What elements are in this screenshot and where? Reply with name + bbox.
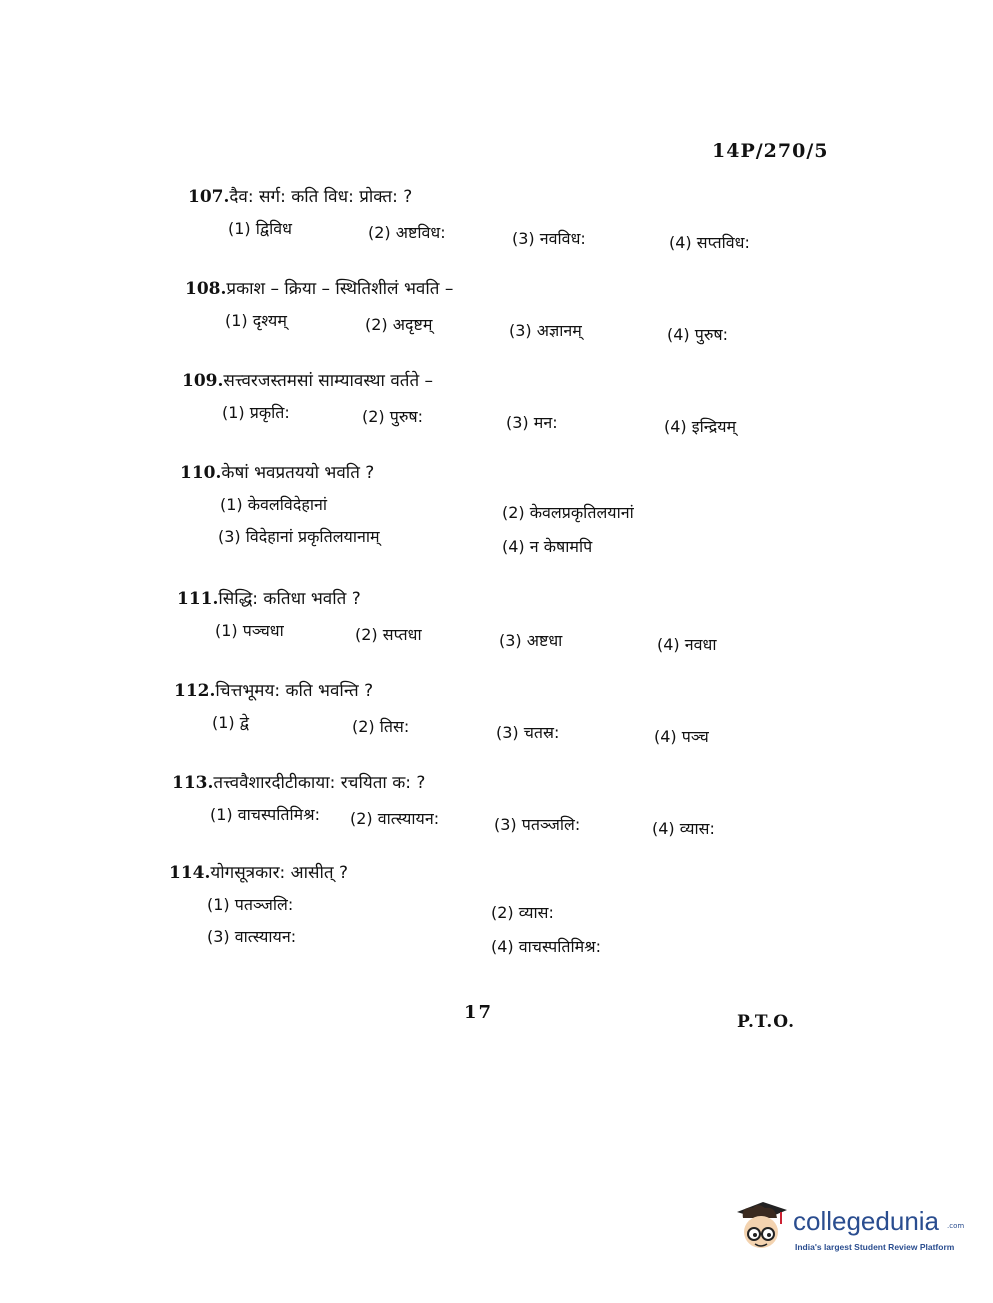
option-2[interactable]: (2) केवलप्रकृतिलयानां	[502, 503, 634, 522]
question-text: चित्तभूमय: कति भवन्ति ?	[215, 681, 374, 701]
mascot-icon	[733, 1198, 791, 1262]
option-2[interactable]: (2) सप्तधा	[355, 625, 422, 644]
question-109	[182, 368, 782, 435]
option-1[interactable]: (1) द्विविध	[228, 219, 292, 238]
option-2[interactable]: (2) तिस:	[352, 717, 410, 736]
question-text: तत्त्ववैशारदीटीकाया: रचयिता क: ?	[213, 773, 426, 793]
question-number: 111.	[177, 589, 219, 609]
option-3[interactable]: (3) विदेहानां प्रकृतिलयानाम्	[218, 527, 380, 546]
option-4[interactable]: (4) न केषामपि	[502, 537, 593, 556]
option-2[interactable]: (2) पुरुष:	[362, 407, 424, 426]
option-3[interactable]: (3) मन:	[506, 413, 558, 432]
question-number: 108.	[185, 279, 227, 299]
question-number: 109.	[182, 371, 224, 391]
question-number: 112.	[174, 681, 216, 701]
option-1[interactable]: (1) पञ्चधा	[215, 621, 284, 640]
option-4[interactable]: (4) नवधा	[657, 635, 717, 654]
options	[182, 401, 782, 435]
question-110	[180, 460, 780, 561]
paper-code: 14P/270/5	[712, 140, 829, 162]
question-113	[172, 770, 772, 837]
options	[172, 803, 772, 837]
question-text: सिद्धि: कतिधा भवति ?	[218, 589, 361, 609]
question-text: दैव: सर्ग: कति विध: प्रोक्त: ?	[229, 187, 413, 207]
option-3[interactable]: (3) पतञ्जलि:	[494, 815, 581, 834]
page-number: 17	[464, 1002, 494, 1023]
option-4[interactable]: (4) इन्द्रियम्	[664, 417, 737, 436]
question-111	[177, 586, 777, 653]
option-3[interactable]: (3) चतस्र:	[496, 723, 560, 742]
option-4[interactable]: (4) वाचस्पतिमिश्र:	[491, 937, 601, 956]
question-108	[185, 276, 785, 343]
question-114	[169, 860, 769, 961]
option-1[interactable]: (1) प्रकृति:	[222, 403, 290, 422]
question-text: योगसूत्रकार: आसीत् ?	[210, 863, 349, 883]
question-112	[174, 678, 774, 745]
option-2[interactable]: (2) वात्स्यायन:	[350, 809, 440, 828]
logo-wordmark: collegedunia	[793, 1206, 940, 1236]
question-text: प्रकाश – क्रिया – स्थितिशीलं भवति –	[226, 279, 454, 299]
question-text: सत्त्वरजस्तमसां साम्यावस्था वर्तते –	[223, 371, 434, 391]
options	[188, 217, 788, 251]
option-4[interactable]: (4) सप्तविध:	[669, 233, 750, 252]
option-3[interactable]: (3) अष्टधा	[499, 631, 563, 650]
options	[177, 619, 777, 653]
option-1[interactable]: (1) पतञ्जलि:	[207, 895, 294, 914]
option-4[interactable]: (4) पञ्च	[654, 727, 709, 746]
question-number: 113.	[172, 773, 214, 793]
option-1[interactable]: (1) दृश्यम्	[225, 311, 287, 330]
option-1[interactable]: (1) वाचस्पतिमिश्र:	[210, 805, 320, 824]
options	[174, 711, 774, 745]
options	[169, 893, 769, 961]
logo-domain: .com	[947, 1222, 965, 1230]
option-4[interactable]: (4) व्यास:	[652, 819, 715, 838]
option-2[interactable]: (2) अष्टविध:	[368, 223, 446, 242]
option-3[interactable]: (3) नवविध:	[512, 229, 586, 248]
question-107	[188, 184, 788, 251]
question-number: 114.	[169, 863, 211, 883]
options	[180, 493, 780, 561]
option-2[interactable]: (2) अदृष्टम्	[365, 315, 433, 334]
logo-tagline: India's largest Student Review Platform	[795, 1242, 955, 1252]
option-2[interactable]: (2) व्यास:	[491, 903, 554, 922]
option-1[interactable]: (1) द्वे	[212, 713, 249, 732]
question-text: केषां भवप्रतययो भवति ?	[221, 463, 375, 483]
option-1[interactable]: (1) केवलविदेहानां	[220, 495, 327, 514]
option-3[interactable]: (3) अज्ञानम्	[509, 321, 582, 340]
option-3[interactable]: (3) वात्स्यायन:	[207, 927, 297, 946]
collegedunia-logo	[733, 1198, 963, 1270]
question-number: 110.	[180, 463, 222, 483]
options	[185, 309, 785, 343]
please-turn-over: P.T.O.	[737, 1012, 795, 1032]
option-4[interactable]: (4) पुरुष:	[667, 325, 729, 344]
question-number: 107.	[188, 187, 230, 207]
